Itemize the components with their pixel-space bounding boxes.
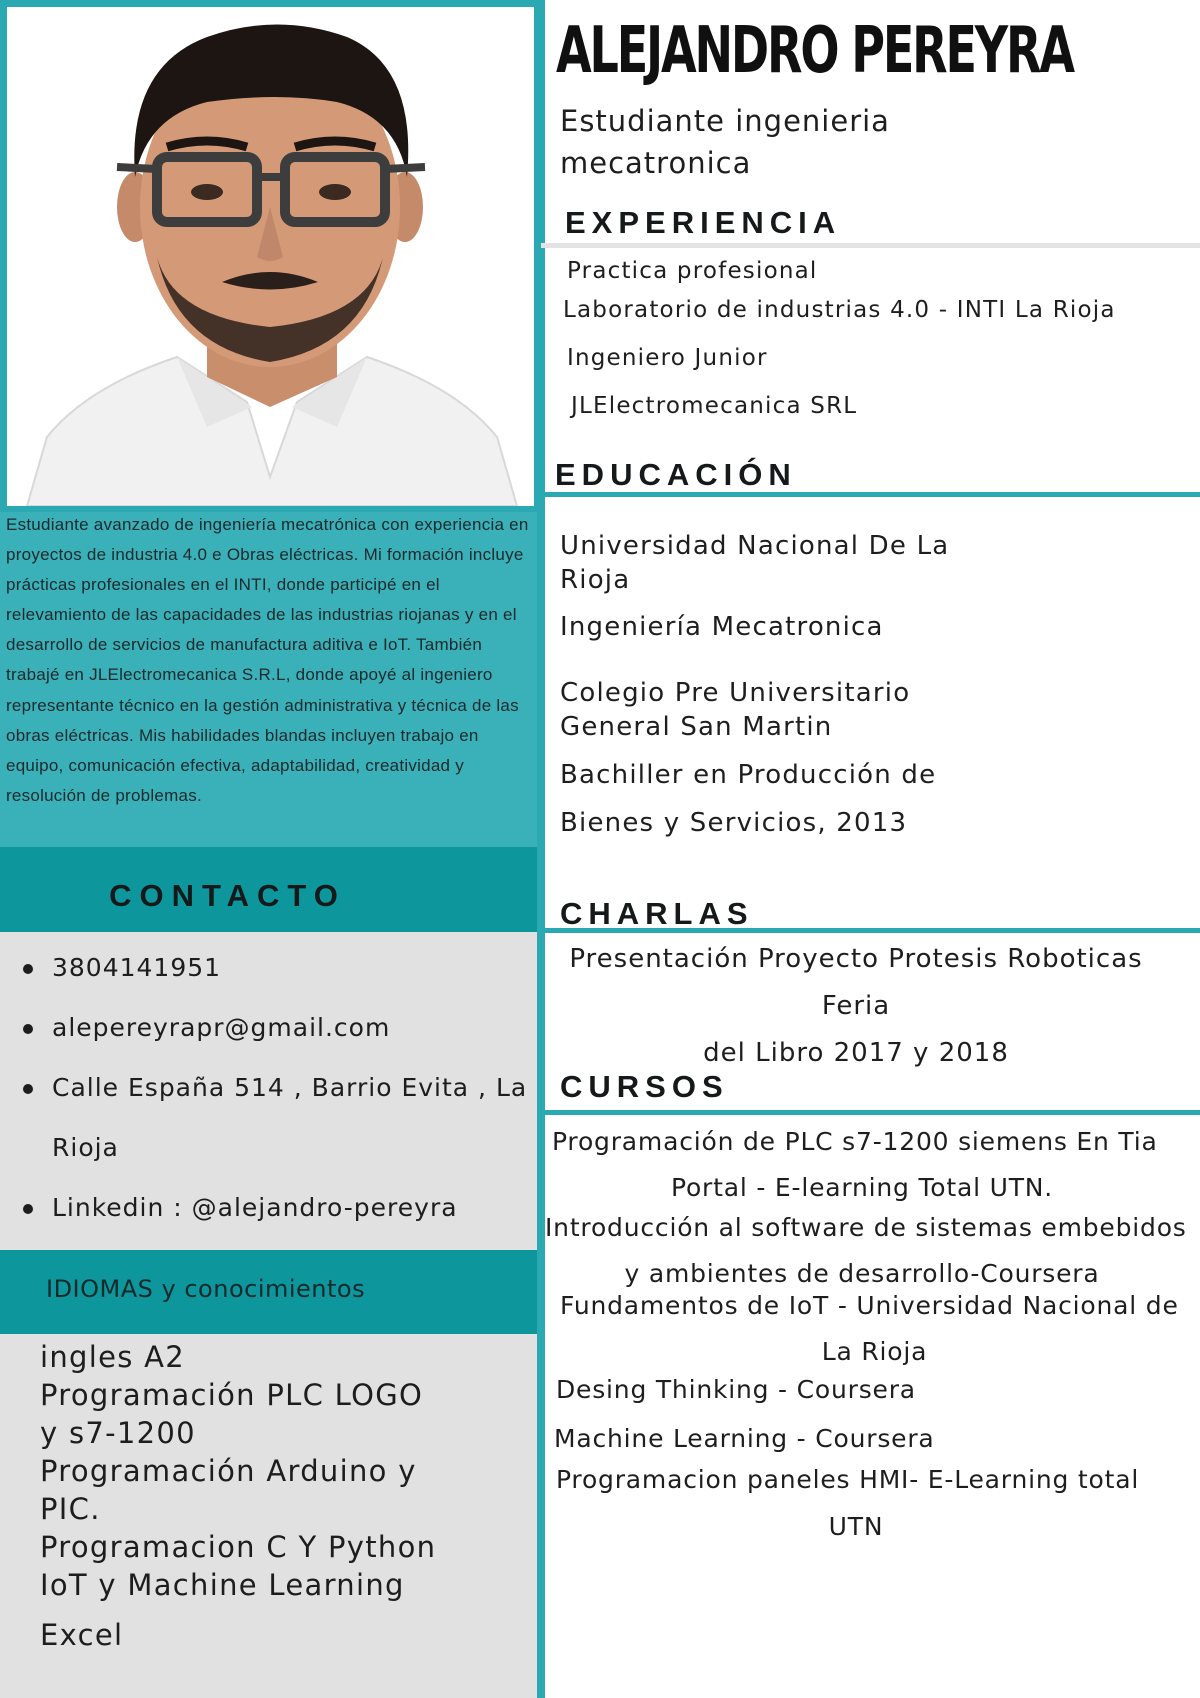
courses-item: y ambientes de desarrollo-Coursera bbox=[624, 1259, 1100, 1288]
languages-list bbox=[40, 1338, 520, 1654]
contact-item[interactable]: alepereyrapr@gmail.com bbox=[52, 1013, 391, 1042]
courses-divider bbox=[541, 1110, 1200, 1115]
talks-item: del Libro 2017 y 2018 bbox=[703, 1038, 1009, 1068]
talks-title: CHARLAS bbox=[560, 896, 754, 931]
contact-address bbox=[20, 1058, 535, 1178]
languages-item: Programación Arduino y PIC. bbox=[40, 1454, 417, 1526]
talks-item: Presentación Proyecto Protesis Roboticas bbox=[569, 944, 1143, 974]
courses-item: Programacion paneles HMI- E-Learning total bbox=[556, 1465, 1140, 1494]
languages-item: Excel bbox=[40, 1618, 124, 1652]
languages-title: IDIOMAS y conocimientos bbox=[46, 1275, 366, 1303]
courses-title: CURSOS bbox=[560, 1069, 729, 1104]
experience-item: Practica profesional bbox=[567, 258, 818, 284]
contact-item: 3804141951 bbox=[52, 953, 222, 982]
experience-item: Ingeniero Junior bbox=[567, 345, 768, 371]
contact-title: CONTACTO bbox=[109, 878, 346, 913]
languages-item: Programacion C Y Python bbox=[40, 1530, 437, 1564]
experience-item: JLElectromecanica SRL bbox=[571, 393, 858, 419]
courses-item: Machine Learning - Coursera bbox=[554, 1424, 935, 1453]
contact-linkedin[interactable] bbox=[20, 1178, 535, 1238]
languages-item: ingles A2 bbox=[40, 1340, 186, 1374]
contact-list bbox=[20, 938, 535, 1238]
languages-item: Programación PLC LOGO y s7-1200 bbox=[40, 1378, 424, 1450]
column-divider bbox=[537, 0, 545, 1698]
bullet-icon bbox=[23, 1024, 33, 1034]
education-item: Universidad Nacional De La Rioja bbox=[560, 531, 950, 595]
courses-item: Fundamentos de IoT - Universidad Nacional de bbox=[560, 1291, 1179, 1320]
profile-role: Estudiante ingenieria mecatronica bbox=[560, 104, 890, 180]
courses-item: Portal - E-learning Total UTN. bbox=[670, 1173, 1054, 1202]
bullet-icon bbox=[23, 964, 33, 974]
courses-item: La Rioja bbox=[821, 1337, 928, 1366]
education-item: Colegio Pre Universitario General San Martin bbox=[560, 678, 911, 742]
experience-title: EXPERIENCIA bbox=[565, 205, 842, 240]
experience-divider bbox=[541, 243, 1200, 248]
courses-item: Desing Thinking - Coursera bbox=[556, 1375, 916, 1404]
profile-summary: Estudiante avanzado de ingeniería mecatrónica con experiencia en proyectos de industria 4.0 e Obras eléctricas. Mi formación incluye prácticas profesionales en el INTI, donde participé en el relevamiento de las capacidades de las industrias riojanas y en el desarrollo de servicios de manufactura aditiva e IoT. También trabajé en JLElectromecanica S.R.L, donde apoyé al ingeniero representante técnico en la gestión administrativa y técnica de las obras eléctricas. Mis habilidades blandas incluyen trabajo en equipo, comunicación efectiva, adaptabilidad, creatividad y resolución de problemas. bbox=[6, 515, 529, 805]
languages-item: IoT y Machine Learning bbox=[40, 1568, 405, 1602]
contact-email[interactable] bbox=[20, 998, 535, 1058]
experience-item: Laboratorio de industrias 4.0 - INTI La Rioja bbox=[563, 297, 1116, 323]
contact-phone bbox=[20, 938, 535, 998]
education-item: Bienes y Servicios, 2013 bbox=[560, 808, 908, 838]
profile-photo bbox=[7, 7, 534, 506]
courses-item: Programación de PLC s7-1200 siemens En Tia bbox=[552, 1127, 1158, 1156]
education-title: EDUCACIÓN bbox=[555, 457, 797, 492]
contact-item: Calle España 514 , Barrio Evita , La Rioja bbox=[52, 1073, 528, 1162]
education-item: Ingeniería Mecatronica bbox=[560, 612, 884, 642]
bullet-icon bbox=[23, 1084, 33, 1094]
education-item: Bachiller en Producción de bbox=[560, 760, 937, 790]
talks-item: Feria bbox=[821, 991, 891, 1021]
courses-item: UTN bbox=[828, 1512, 884, 1541]
bullet-icon bbox=[23, 1204, 33, 1214]
profile-name: ALEJANDRO PEREYRA bbox=[556, 14, 1073, 88]
contact-item[interactable]: Linkedin : @alejandro-pereyra bbox=[52, 1193, 458, 1222]
courses-item: Introducción al software de sistemas embebidos bbox=[545, 1213, 1187, 1242]
